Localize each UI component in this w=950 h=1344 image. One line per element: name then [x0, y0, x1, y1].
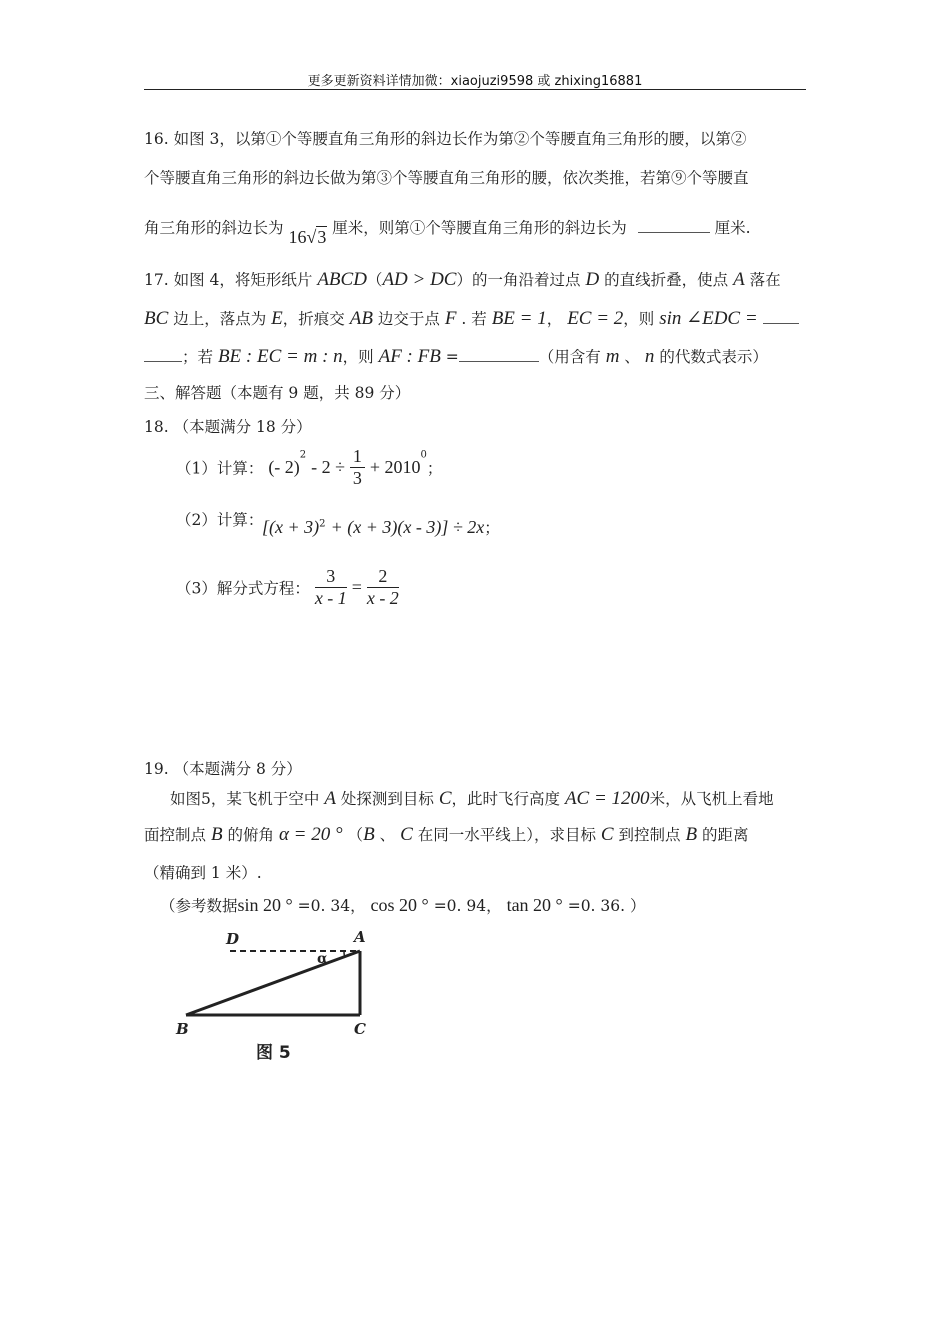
q19-cos20: cos 20 °: [370, 895, 429, 915]
q18-title: 18. （本题满分 18 分）: [144, 418, 312, 436]
q18-sub1-frac: [350, 446, 365, 489]
q17-line2: [144, 307, 799, 330]
q19-c3: C: [600, 824, 614, 845]
q17-cond: AD > DC: [382, 269, 457, 290]
section-heading: 三、解答题（本题有 9 题，共 89 分）: [144, 384, 411, 402]
q17-sep: 、: [624, 348, 640, 366]
q16-line1: 16. 如图 3，以第①个等腰直角三角形的斜边长作为第②个等腰直角三角形的腰，以第②: [144, 130, 747, 148]
q19-l2c: （: [347, 826, 364, 844]
q17-line1: [144, 268, 781, 291]
q18-sub3: [176, 566, 399, 609]
q18-sub1-exp: 2: [299, 449, 307, 461]
q19-a: A: [324, 788, 336, 809]
q18-sub2-exp: 2: [319, 518, 326, 530]
q18-sub1-a: (- 2): [268, 457, 300, 477]
q17-be1: BE = 1: [491, 308, 547, 329]
q17-comma1: ，: [546, 310, 563, 328]
q18-sub1-b: - 2 ÷: [311, 457, 345, 477]
q17-bc: BC: [144, 308, 169, 329]
q16-line3-c: 厘米.: [714, 219, 751, 237]
q18-sub3-num2: 2: [367, 566, 399, 588]
label-alpha: α: [317, 951, 328, 967]
q18-sub3-den2: x - 2: [366, 588, 399, 608]
q19-c: C: [438, 788, 452, 809]
q18-sub1-den: 3: [352, 468, 362, 488]
q18-sub1-label: （1）计算：: [176, 459, 264, 478]
q19-l2a: 面控制点: [144, 826, 207, 844]
q19-reference: [160, 894, 645, 916]
q17-f: F: [444, 308, 457, 329]
q17-sin: sin ∠EDC =: [659, 308, 758, 329]
q19-c2: C: [400, 824, 413, 845]
q19-l2b: 的俯角: [227, 826, 275, 844]
q16-line3-a: 角三角形的斜边长为: [144, 219, 284, 237]
q17-abcd: ABCD: [317, 269, 367, 290]
q19-l1d: 米，从飞机上看地: [649, 790, 774, 808]
q19-line2: [144, 823, 749, 846]
q19-sin20: sin 20 °: [237, 895, 293, 915]
q19-tan20: tan 20 °: [506, 895, 563, 915]
q19-l2g: 的距离: [702, 826, 749, 844]
q19-l2d: 、: [379, 826, 396, 844]
sqrt-symbol: √3: [306, 227, 327, 247]
q16-line2: 个等腰直角三角形的斜边长做为第③个等腰直角三角形的腰，依次类推，若第⑨个等腰直: [144, 169, 749, 187]
q19-line3: （精确到 1 米）.: [144, 864, 262, 882]
q16-answer-blank[interactable]: [638, 231, 710, 233]
figure-5: [140, 920, 400, 1070]
q18-sub1-exp2: 0: [420, 449, 427, 461]
q16-radicand: 3: [317, 227, 327, 247]
q17-ratio-blank[interactable]: [459, 360, 539, 362]
q17-m: m: [605, 346, 620, 367]
q18-sub1-num: 1: [350, 446, 365, 468]
q17-a: A: [733, 269, 745, 290]
q19-alpha: α = 20 °: [278, 824, 343, 845]
q17-p5: 边上，落点为: [173, 310, 267, 328]
header-rule: [144, 89, 806, 90]
segment-ab: [186, 951, 360, 1015]
q18-sub2-a: [(x + 3): [262, 517, 320, 537]
q16-coef: 16: [288, 227, 307, 247]
label-b: B: [176, 1020, 189, 1038]
q19-ref-a: （参考数据: [160, 897, 238, 915]
q17-p7: 边交于点: [377, 310, 440, 328]
q17-line3: [144, 345, 768, 368]
q19-l2e: 在同一水平线上），求目标: [417, 826, 596, 844]
q19-ref-d: =0. 36. ）: [567, 897, 646, 915]
label-c: C: [354, 1020, 366, 1038]
q19-line1: [170, 787, 774, 810]
q19-b2: B: [363, 824, 375, 845]
q17-eq: =: [445, 348, 459, 366]
q17-p9: ，则: [623, 310, 655, 328]
q18-sub3-frac1: [315, 566, 347, 609]
q19-b3: B: [685, 824, 698, 845]
q19-l1b: 处探测到目标: [340, 790, 434, 808]
q18-sub2-expr: [262, 516, 500, 538]
q18-sub1-c: + 2010: [369, 457, 421, 477]
q18-sub3-eq: =: [351, 577, 362, 597]
q18-sub3-den1: x - 1: [314, 588, 347, 608]
q17-ratio: BE : EC = m : n: [217, 346, 343, 367]
q19-title: 19. （本题满分 8 分）: [144, 760, 302, 778]
q17-p8: . 若: [461, 310, 487, 328]
q19-l1c: ，此时飞行高度: [451, 790, 561, 808]
q17-paren-open: （: [366, 271, 383, 289]
figure-caption: 图 5: [256, 1043, 291, 1063]
q17-p2: 的一角沿着过点: [472, 271, 581, 289]
q17-e: E: [271, 308, 283, 329]
q18-sub3-num1: 3: [315, 566, 347, 588]
q18-sub3-frac2: [367, 566, 399, 609]
q17-ab: AB: [349, 308, 373, 329]
q18-sub3-label: （3）解分式方程：: [176, 579, 310, 598]
q19-ac: AC = 1200: [564, 788, 650, 809]
q16-line3-b: 厘米，则第①个等腰直角三角形的斜边长为: [332, 219, 627, 237]
label-a: A: [354, 928, 366, 946]
q18-sub2-label: （2）计算：: [176, 511, 264, 529]
q16-line3: [144, 216, 751, 247]
q17-paren-close: ）: [456, 271, 472, 289]
q17-p3: 的直线折叠，使点: [604, 271, 729, 289]
q18-sub1-end: ；: [426, 459, 443, 478]
q17-p11: ，则: [342, 348, 374, 366]
q17-d: D: [585, 269, 600, 290]
q17-p12: （用含有: [538, 348, 601, 366]
q17-p6: ，折痕交: [282, 310, 345, 328]
q16-sqrt-expr: [288, 227, 327, 247]
q17-ec2: EC = 2: [567, 308, 624, 329]
q17-affb: AF : FB: [378, 346, 441, 367]
q17-p4: 落在: [749, 271, 781, 289]
q19-ref-c: =0. 94，: [433, 897, 502, 915]
q18-sub2-end: ；: [484, 519, 500, 537]
q19-l1a: 如图5，某飞机于空中: [170, 790, 320, 808]
q19-b: B: [210, 824, 223, 845]
q17-sin-blank-a[interactable]: [763, 322, 799, 324]
label-d: D: [226, 930, 240, 948]
q18-sub2-b: + (x + 3)(x - 3)] ÷ 2x: [330, 517, 485, 537]
q17-n: n: [644, 346, 655, 367]
q17-p10: ；若: [182, 348, 214, 366]
q17-sin-blank-b[interactable]: [144, 360, 182, 362]
q17-p1: 17. 如图 4，将矩形纸片: [144, 271, 313, 289]
q19-ref-b: =0. 34，: [297, 897, 366, 915]
page-header: 更多更新资料详情加微：xiaojuzi9598 或 zhixing16881: [307, 74, 643, 89]
q17-p13: 的代数式表示）: [659, 348, 768, 366]
q19-l2f: 到控制点: [618, 826, 681, 844]
q18-sub1: [176, 446, 442, 489]
